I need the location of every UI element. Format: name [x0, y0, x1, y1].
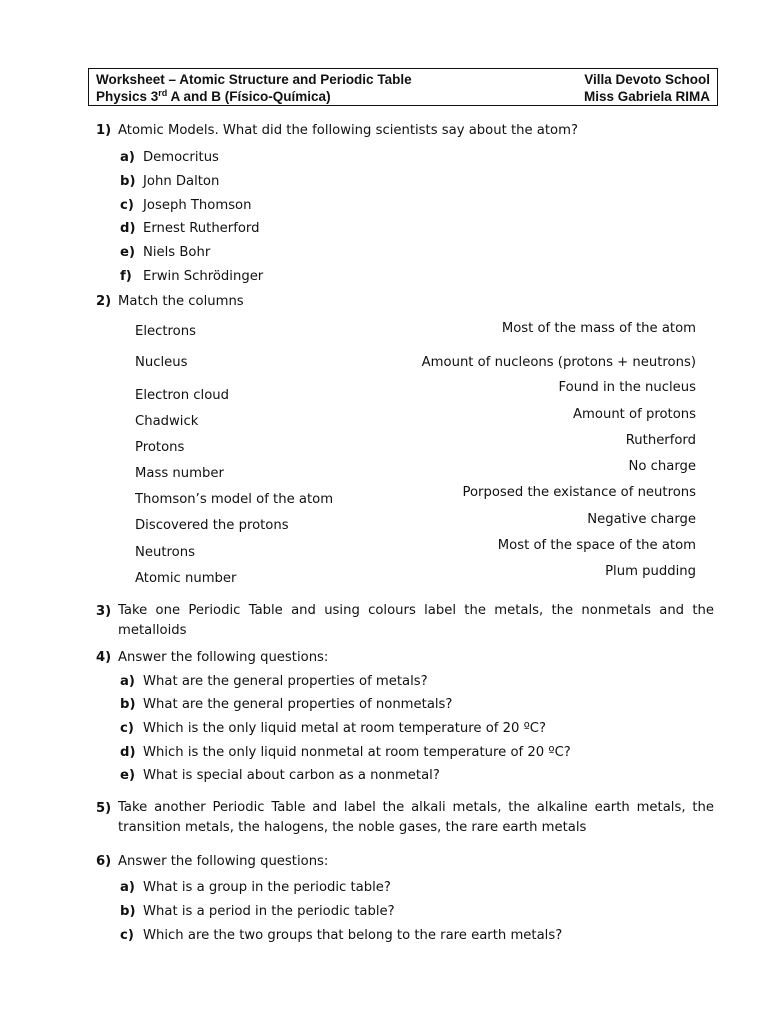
question-number: 1) — [96, 123, 112, 138]
match-left-item: Electrons — [135, 324, 196, 339]
question-text: Answer the following questions: — [118, 854, 329, 869]
match-right-item: No charge — [628, 459, 696, 474]
match-right-item: Plum pudding — [605, 564, 696, 579]
question-number: 6) — [96, 854, 112, 869]
question-text: Take one Periodic Table and using colours label the metals, the nonmetals and the metalloids — [118, 603, 714, 638]
item-letter: d) — [120, 745, 136, 760]
item-letter: b) — [120, 904, 136, 919]
match-right-item: Negative charge — [587, 512, 696, 527]
worksheet-header — [88, 68, 718, 106]
question-text: Answer the following questions: — [118, 650, 329, 665]
match-right-item: Most of the mass of the atom — [501, 321, 696, 336]
match-left-item: Chadwick — [135, 414, 199, 429]
match-right-item: Most of the space of the atom — [497, 538, 696, 553]
match-left-item: Electron cloud — [135, 388, 229, 403]
school-name: Villa Devoto School — [584, 72, 710, 87]
item-letter: a) — [120, 880, 135, 895]
match-right-item: Rutherford — [625, 433, 696, 448]
question-text: Atomic Models. What did the following scientists say about the atom? — [118, 123, 578, 138]
match-left-item: Mass number — [135, 466, 224, 481]
item-letter: c) — [120, 928, 134, 943]
question-number: 2) — [96, 294, 112, 309]
list-item: Ernest Rutherford — [143, 221, 260, 236]
list-item: What is a group in the periodic table? — [143, 880, 391, 895]
worksheet-title: Worksheet – Atomic Structure and Periodic Table — [96, 72, 412, 87]
course-line — [96, 89, 331, 104]
list-item: What are the general properties of nonmetals? — [143, 697, 453, 712]
match-right-item: Amount of protons — [573, 407, 696, 422]
question-number: 4) — [96, 650, 112, 665]
list-item: Democritus — [143, 150, 219, 165]
list-item: What is special about carbon as a nonmetal? — [143, 768, 440, 783]
question-number: 5) — [96, 801, 112, 816]
question-text: Take another Periodic Table and label the alkali metals, the alkaline earth metals, the transition metals, the halogens, the noble gases, the rare earth metals — [118, 800, 714, 835]
list-item: What is a period in the periodic table? — [143, 904, 395, 919]
course-suffix: A and B (Físico-Química) — [167, 89, 331, 104]
match-left-item: Thomson’s model of the atom — [135, 492, 334, 507]
list-item: Which is the only liquid metal at room temperature of 20 ºC? — [143, 721, 546, 736]
match-right-item: Amount of nucleons (protons + neutrons) — [421, 355, 696, 370]
item-letter: c) — [120, 721, 134, 736]
match-left-item: Nucleus — [135, 355, 188, 370]
list-item: Joseph Thomson — [143, 198, 252, 213]
item-letter: e) — [120, 768, 135, 783]
list-item: Niels Bohr — [143, 245, 211, 260]
list-item: Erwin Schrödinger — [143, 269, 264, 284]
question-number: 3) — [96, 604, 112, 619]
list-item: What are the general properties of metals? — [143, 674, 428, 689]
item-letter: d) — [120, 221, 136, 236]
item-letter: a) — [120, 674, 135, 689]
match-left-item: Protons — [135, 440, 185, 455]
match-left-item: Discovered the protons — [135, 518, 289, 533]
course-prefix: Physics 3 — [96, 89, 159, 104]
item-letter: c) — [120, 198, 134, 213]
item-letter: b) — [120, 174, 136, 189]
match-left-item: Atomic number — [135, 571, 237, 586]
course-superscript: rd — [158, 88, 168, 98]
question-text: Match the columns — [118, 294, 244, 309]
item-letter: f) — [120, 269, 132, 284]
teacher-name: Miss Gabriela RIMA — [583, 89, 710, 104]
list-item: Which are the two groups that belong to the rare earth metals? — [143, 928, 563, 943]
item-letter: e) — [120, 245, 135, 260]
match-right-item: Porposed the existance of neutrons — [462, 485, 696, 500]
match-left-item: Neutrons — [135, 545, 195, 560]
item-letter: b) — [120, 697, 136, 712]
match-right-item: Found in the nucleus — [558, 380, 696, 395]
item-letter: a) — [120, 150, 135, 165]
list-item: Which is the only liquid nonmetal at room temperature of 20 ºC? — [143, 745, 571, 760]
list-item: John Dalton — [143, 174, 220, 189]
